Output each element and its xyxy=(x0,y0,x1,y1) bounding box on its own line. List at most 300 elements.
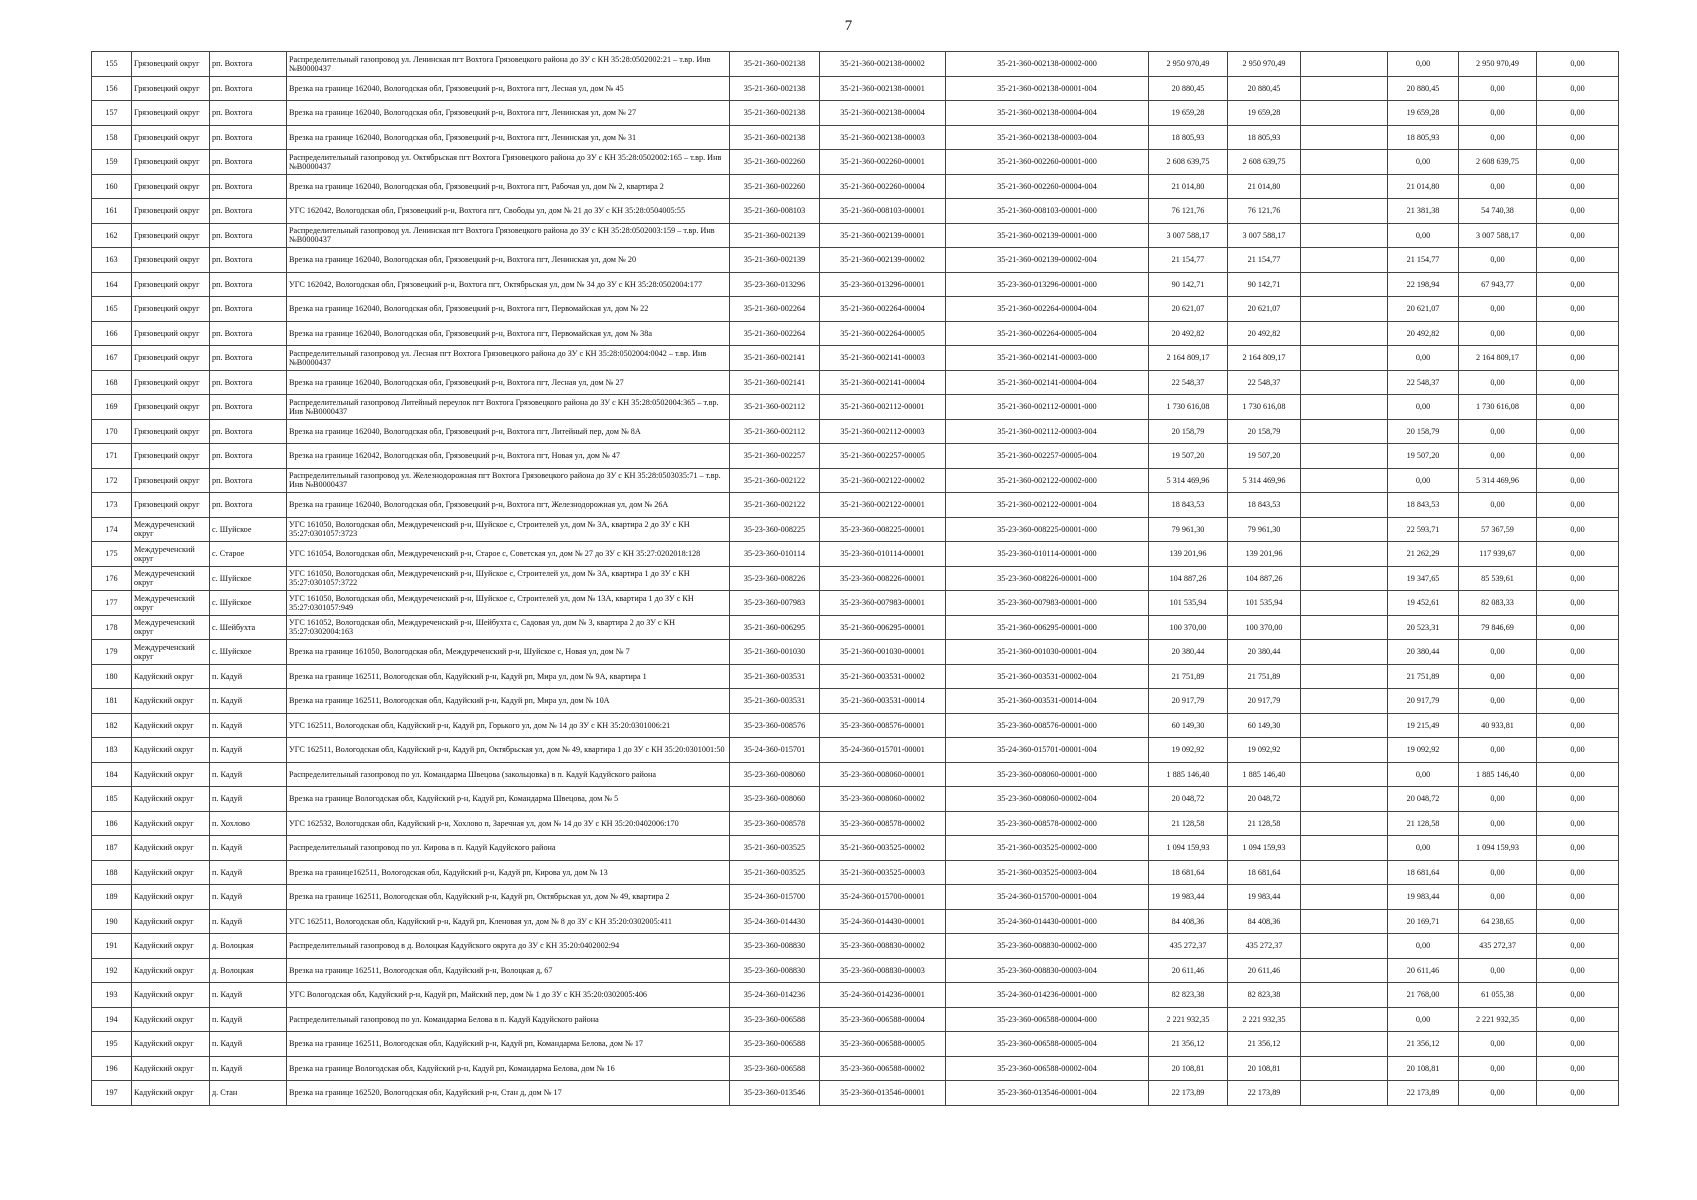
district-cell: Кадуйский округ xyxy=(132,983,210,1008)
empty-cell xyxy=(1301,689,1388,714)
inventory-code-cell: 35-23-360-006588 xyxy=(730,1007,820,1032)
full-code-cell: 35-21-360-008103-00001-000 xyxy=(946,199,1149,224)
object-description-cell: Врезка на границе Вологодская обл, Кадуйский р-н, Кадуй рп, Командарма Белова, дом № 16 xyxy=(287,1056,730,1081)
amount-part-3-cell: 0,00 xyxy=(1537,101,1619,126)
inventory-code-cell: 35-21-360-003531 xyxy=(730,689,820,714)
amount-total-cell: 19 983,44 xyxy=(1228,885,1301,910)
amount-total-cell: 21 014,80 xyxy=(1228,174,1301,199)
row-number-cell: 170 xyxy=(92,419,132,444)
full-code-cell: 35-23-360-008830-00003-004 xyxy=(946,958,1149,983)
locality-cell: рп. Вохтога xyxy=(210,493,287,518)
row-number-cell: 189 xyxy=(92,885,132,910)
full-code-cell: 35-24-360-015700-00001-004 xyxy=(946,885,1149,910)
amount-cell: 84 408,36 xyxy=(1149,909,1228,934)
full-code-cell: 35-21-360-002138-00002-000 xyxy=(946,52,1149,77)
table-row xyxy=(92,517,1619,542)
object-code-cell: 35-24-360-015700-00001 xyxy=(820,885,946,910)
amount-part-3-cell: 0,00 xyxy=(1537,787,1619,812)
district-cell: Кадуйский округ xyxy=(132,811,210,836)
table-row xyxy=(92,444,1619,469)
amount-part-1-cell: 0,00 xyxy=(1388,52,1459,77)
district-cell: Грязовецкий округ xyxy=(132,395,210,420)
inventory-code-cell: 35-23-360-006588 xyxy=(730,1032,820,1057)
district-cell: Грязовецкий округ xyxy=(132,150,210,175)
empty-cell xyxy=(1301,787,1388,812)
inventory-code-cell: 35-24-360-014236 xyxy=(730,983,820,1008)
inventory-code-cell: 35-21-360-002260 xyxy=(730,174,820,199)
row-number-cell: 193 xyxy=(92,983,132,1008)
locality-cell: рп. Вохтога xyxy=(210,321,287,346)
inventory-code-cell: 35-21-360-002138 xyxy=(730,52,820,77)
object-code-cell: 35-24-360-015701-00001 xyxy=(820,738,946,763)
district-cell: Кадуйский округ xyxy=(132,1007,210,1032)
amount-cell: 21 128,58 xyxy=(1149,811,1228,836)
table-row xyxy=(92,346,1619,371)
empty-cell xyxy=(1301,958,1388,983)
object-code-cell: 35-21-360-003525-00003 xyxy=(820,860,946,885)
amount-cell: 22 548,37 xyxy=(1149,370,1228,395)
amount-cell: 3 007 588,17 xyxy=(1149,223,1228,248)
amount-part-3-cell: 0,00 xyxy=(1537,248,1619,273)
object-code-cell: 35-21-360-002264-00005 xyxy=(820,321,946,346)
amount-cell: 20 621,07 xyxy=(1149,297,1228,322)
amount-part-2-cell: 5 314 469,96 xyxy=(1459,468,1537,493)
full-code-cell: 35-23-360-006588-00002-004 xyxy=(946,1056,1149,1081)
locality-cell: рп. Вохтога xyxy=(210,174,287,199)
locality-cell: п. Кадуй xyxy=(210,664,287,689)
inventory-code-cell: 35-21-360-008103 xyxy=(730,199,820,224)
full-code-cell: 35-21-360-002112-00001-000 xyxy=(946,395,1149,420)
table-row xyxy=(92,1032,1619,1057)
row-number-cell: 167 xyxy=(92,346,132,371)
district-cell: Кадуйский округ xyxy=(132,1032,210,1057)
amount-part-1-cell: 20 492,82 xyxy=(1388,321,1459,346)
amount-part-1-cell: 19 983,44 xyxy=(1388,885,1459,910)
amount-part-1-cell: 19 659,28 xyxy=(1388,101,1459,126)
amount-part-3-cell: 0,00 xyxy=(1537,664,1619,689)
district-cell: Грязовецкий округ xyxy=(132,125,210,150)
locality-cell: п. Кадуй xyxy=(210,713,287,738)
amount-part-3-cell: 0,00 xyxy=(1537,640,1619,665)
full-code-cell: 35-21-360-002138-00003-004 xyxy=(946,125,1149,150)
inventory-code-cell: 35-21-360-002264 xyxy=(730,321,820,346)
empty-cell xyxy=(1301,150,1388,175)
object-code-cell: 35-23-360-008060-00002 xyxy=(820,787,946,812)
object-code-cell: 35-23-360-008226-00001 xyxy=(820,566,946,591)
locality-cell: рп. Вохтога xyxy=(210,76,287,101)
locality-cell: рп. Вохтога xyxy=(210,199,287,224)
empty-cell xyxy=(1301,860,1388,885)
object-description-cell: Врезка на границе 162040, Вологодская обл, Грязовецкий р-н, Вохтога пгт, Литейный пер, дом № 8А xyxy=(287,419,730,444)
amount-total-cell: 1 094 159,93 xyxy=(1228,836,1301,861)
amount-total-cell: 2 950 970,49 xyxy=(1228,52,1301,77)
inventory-code-cell: 35-23-360-010114 xyxy=(730,542,820,567)
district-cell: Междуреченский округ xyxy=(132,640,210,665)
object-code-cell: 35-21-360-002141-00004 xyxy=(820,370,946,395)
locality-cell: п. Кадуй xyxy=(210,909,287,934)
object-code-cell: 35-23-360-010114-00001 xyxy=(820,542,946,567)
amount-part-2-cell: 117 939,67 xyxy=(1459,542,1537,567)
empty-cell xyxy=(1301,493,1388,518)
locality-cell: п. Кадуй xyxy=(210,836,287,861)
amount-part-2-cell: 2 608 639,75 xyxy=(1459,150,1537,175)
table-row xyxy=(92,199,1619,224)
amount-part-2-cell: 54 740,38 xyxy=(1459,199,1537,224)
empty-cell xyxy=(1301,297,1388,322)
amount-total-cell: 2 608 639,75 xyxy=(1228,150,1301,175)
object-description-cell: Врезка на границе 162040, Вологодская обл, Грязовецкий р-н, Вохтога пгт, Ленинская ул, дом № 20 xyxy=(287,248,730,273)
inventory-code-cell: 35-23-360-008830 xyxy=(730,958,820,983)
amount-part-1-cell: 21 262,29 xyxy=(1388,542,1459,567)
amount-total-cell: 60 149,30 xyxy=(1228,713,1301,738)
amount-part-1-cell: 19 347,65 xyxy=(1388,566,1459,591)
row-number-cell: 196 xyxy=(92,1056,132,1081)
locality-cell: рп. Вохтога xyxy=(210,223,287,248)
amount-cell: 2 164 809,17 xyxy=(1149,346,1228,371)
table-row xyxy=(92,1056,1619,1081)
amount-cell: 20 048,72 xyxy=(1149,787,1228,812)
row-number-cell: 184 xyxy=(92,762,132,787)
amount-part-1-cell: 0,00 xyxy=(1388,223,1459,248)
empty-cell xyxy=(1301,468,1388,493)
district-cell: Грязовецкий округ xyxy=(132,370,210,395)
object-code-cell: 35-21-360-006295-00001 xyxy=(820,615,946,640)
amount-cell: 79 961,30 xyxy=(1149,517,1228,542)
inventory-code-cell: 35-21-360-002122 xyxy=(730,493,820,518)
table-row xyxy=(92,468,1619,493)
amount-part-1-cell: 0,00 xyxy=(1388,762,1459,787)
amount-part-3-cell: 0,00 xyxy=(1537,1032,1619,1057)
table-row xyxy=(92,591,1619,616)
empty-cell xyxy=(1301,566,1388,591)
row-number-cell: 194 xyxy=(92,1007,132,1032)
table-row xyxy=(92,909,1619,934)
object-code-cell: 35-23-360-013546-00001 xyxy=(820,1081,946,1106)
amount-part-3-cell: 0,00 xyxy=(1537,52,1619,77)
amount-part-3-cell: 0,00 xyxy=(1537,542,1619,567)
amount-part-2-cell: 61 055,38 xyxy=(1459,983,1537,1008)
row-number-cell: 195 xyxy=(92,1032,132,1057)
amount-part-2-cell: 0,00 xyxy=(1459,444,1537,469)
row-number-cell: 172 xyxy=(92,468,132,493)
empty-cell xyxy=(1301,885,1388,910)
empty-cell xyxy=(1301,346,1388,371)
amount-part-2-cell: 0,00 xyxy=(1459,885,1537,910)
amount-part-2-cell: 0,00 xyxy=(1459,419,1537,444)
locality-cell: п. Кадуй xyxy=(210,762,287,787)
full-code-cell: 35-23-360-013296-00001-000 xyxy=(946,272,1149,297)
table-row xyxy=(92,272,1619,297)
amount-total-cell: 76 121,76 xyxy=(1228,199,1301,224)
inventory-code-cell: 35-21-360-002141 xyxy=(730,346,820,371)
amount-part-2-cell: 0,00 xyxy=(1459,248,1537,273)
full-code-cell: 35-21-360-002260-00004-004 xyxy=(946,174,1149,199)
amount-part-3-cell: 0,00 xyxy=(1537,713,1619,738)
amount-part-3-cell: 0,00 xyxy=(1537,468,1619,493)
amount-cell: 82 823,38 xyxy=(1149,983,1228,1008)
amount-part-2-cell: 1 885 146,40 xyxy=(1459,762,1537,787)
inventory-code-cell: 35-21-360-001030 xyxy=(730,640,820,665)
amount-part-2-cell: 0,00 xyxy=(1459,76,1537,101)
district-cell: Кадуйский округ xyxy=(132,738,210,763)
object-code-cell: 35-21-360-002122-00002 xyxy=(820,468,946,493)
inventory-code-cell: 35-21-360-002138 xyxy=(730,125,820,150)
district-cell: Кадуйский округ xyxy=(132,934,210,959)
amount-part-1-cell: 22 173,89 xyxy=(1388,1081,1459,1106)
locality-cell: с. Шуйское xyxy=(210,640,287,665)
inventory-code-cell: 35-23-360-007983 xyxy=(730,591,820,616)
asset-table xyxy=(91,51,1619,1106)
amount-part-3-cell: 0,00 xyxy=(1537,983,1619,1008)
amount-total-cell: 19 507,20 xyxy=(1228,444,1301,469)
inventory-code-cell: 35-21-360-002264 xyxy=(730,297,820,322)
table-row xyxy=(92,958,1619,983)
amount-cell: 5 314 469,96 xyxy=(1149,468,1228,493)
table-row xyxy=(92,836,1619,861)
table-row xyxy=(92,52,1619,77)
row-number-cell: 165 xyxy=(92,297,132,322)
object-code-cell: 35-21-360-002138-00002 xyxy=(820,52,946,77)
amount-part-2-cell: 67 943,77 xyxy=(1459,272,1537,297)
full-code-cell: 35-21-360-002112-00003-004 xyxy=(946,419,1149,444)
amount-part-2-cell: 40 933,81 xyxy=(1459,713,1537,738)
object-description-cell: Распределительный газопровод Литейный переулок пгт Вохтога Грязовецкого района до ЗУ с КН 35:28:0502004:365 – т.вр. Инв №В0000437 xyxy=(287,395,730,420)
object-code-cell: 35-23-360-008576-00001 xyxy=(820,713,946,738)
object-description-cell: Врезка на границе 162040, Вологодская обл, Грязовецкий р-н, Вохтога пгт, Первомайская ул, дом № 22 xyxy=(287,297,730,322)
amount-total-cell: 101 535,94 xyxy=(1228,591,1301,616)
amount-part-1-cell: 19 452,61 xyxy=(1388,591,1459,616)
row-number-cell: 192 xyxy=(92,958,132,983)
locality-cell: п. Кадуй xyxy=(210,983,287,1008)
object-code-cell: 35-21-360-002139-00001 xyxy=(820,223,946,248)
inventory-code-cell: 35-23-360-008830 xyxy=(730,934,820,959)
row-number-cell: 174 xyxy=(92,517,132,542)
full-code-cell: 35-23-360-008226-00001-000 xyxy=(946,566,1149,591)
amount-part-2-cell: 0,00 xyxy=(1459,958,1537,983)
table-row xyxy=(92,150,1619,175)
row-number-cell: 175 xyxy=(92,542,132,567)
object-code-cell: 35-23-360-013296-00001 xyxy=(820,272,946,297)
inventory-code-cell: 35-21-360-002260 xyxy=(730,150,820,175)
row-number-cell: 179 xyxy=(92,640,132,665)
object-code-cell: 35-23-360-006588-00005 xyxy=(820,1032,946,1057)
object-description-cell: УГС 162511, Вологодская обл, Кадуйский р-н, Кадуй рп, Кленовая ул, дом № 8 до ЗУ с КН 35:20:0302005:411 xyxy=(287,909,730,934)
full-code-cell: 35-23-360-008576-00001-000 xyxy=(946,713,1149,738)
amount-cell: 20 917,79 xyxy=(1149,689,1228,714)
amount-part-3-cell: 0,00 xyxy=(1537,811,1619,836)
district-cell: Грязовецкий округ xyxy=(132,468,210,493)
table-row xyxy=(92,101,1619,126)
amount-part-2-cell: 0,00 xyxy=(1459,738,1537,763)
row-number-cell: 190 xyxy=(92,909,132,934)
object-code-cell: 35-23-360-006588-00002 xyxy=(820,1056,946,1081)
amount-part-1-cell: 20 169,71 xyxy=(1388,909,1459,934)
amount-total-cell: 21 356,12 xyxy=(1228,1032,1301,1057)
amount-total-cell: 21 128,58 xyxy=(1228,811,1301,836)
full-code-cell: 35-23-360-008225-00001-000 xyxy=(946,517,1149,542)
amount-part-3-cell: 0,00 xyxy=(1537,174,1619,199)
object-description-cell: УГС 162042, Вологодская обл, Грязовецкий р-н, Вохтога пгт, Октябрьская ул, дом № 34 до ЗУ с КН 35:28:0502004:177 xyxy=(287,272,730,297)
object-description-cell: Распределительный газопровод ул. Железнодорожная пгт Вохтога Грязовецкого района до ЗУ с КН 35:28:0503035:71 – т.вр. Инв №В0000437 xyxy=(287,468,730,493)
inventory-code-cell: 35-23-360-008576 xyxy=(730,713,820,738)
district-cell: Грязовецкий округ xyxy=(132,52,210,77)
empty-cell xyxy=(1301,615,1388,640)
amount-total-cell: 435 272,37 xyxy=(1228,934,1301,959)
object-description-cell: Врезка на границе 162511, Вологодская обл, Кадуйский р-н, Кадуй рп, Мира ул, дом № 9А, квартира 1 xyxy=(287,664,730,689)
empty-cell xyxy=(1301,1007,1388,1032)
object-code-cell: 35-23-360-008830-00002 xyxy=(820,934,946,959)
amount-total-cell: 21 751,89 xyxy=(1228,664,1301,689)
table-row xyxy=(92,174,1619,199)
amount-part-1-cell: 19 092,92 xyxy=(1388,738,1459,763)
amount-total-cell: 82 823,38 xyxy=(1228,983,1301,1008)
amount-total-cell: 84 408,36 xyxy=(1228,909,1301,934)
table-row xyxy=(92,885,1619,910)
object-description-cell: Врезка на границе 162042, Вологодская обл, Грязовецкий р-н, Вохтога пгт, Новая ул, дом № 47 xyxy=(287,444,730,469)
full-code-cell: 35-21-360-006295-00001-000 xyxy=(946,615,1149,640)
amount-total-cell: 79 961,30 xyxy=(1228,517,1301,542)
amount-cell: 22 173,89 xyxy=(1149,1081,1228,1106)
table-row xyxy=(92,297,1619,322)
district-cell: Грязовецкий округ xyxy=(132,321,210,346)
object-code-cell: 35-21-360-002138-00001 xyxy=(820,76,946,101)
amount-cell: 1 094 159,93 xyxy=(1149,836,1228,861)
amount-part-3-cell: 0,00 xyxy=(1537,125,1619,150)
amount-cell: 2 608 639,75 xyxy=(1149,150,1228,175)
amount-cell: 1 885 146,40 xyxy=(1149,762,1228,787)
full-code-cell: 35-23-360-008060-00002-004 xyxy=(946,787,1149,812)
locality-cell: рп. Вохтога xyxy=(210,346,287,371)
amount-cell: 19 983,44 xyxy=(1149,885,1228,910)
amount-part-3-cell: 0,00 xyxy=(1537,762,1619,787)
amount-cell: 20 380,44 xyxy=(1149,640,1228,665)
district-cell: Грязовецкий округ xyxy=(132,419,210,444)
row-number-cell: 182 xyxy=(92,713,132,738)
district-cell: Грязовецкий округ xyxy=(132,199,210,224)
amount-cell: 101 535,94 xyxy=(1149,591,1228,616)
amount-part-1-cell: 20 611,46 xyxy=(1388,958,1459,983)
object-description-cell: Распределительный газопровод по ул. Кирова в п. Кадуй Кадуйского района xyxy=(287,836,730,861)
inventory-code-cell: 35-21-360-002138 xyxy=(730,101,820,126)
empty-cell xyxy=(1301,419,1388,444)
row-number-cell: 180 xyxy=(92,664,132,689)
inventory-code-cell: 35-21-360-002112 xyxy=(730,419,820,444)
locality-cell: рп. Вохтога xyxy=(210,297,287,322)
inventory-code-cell: 35-21-360-003525 xyxy=(730,836,820,861)
row-number-cell: 188 xyxy=(92,860,132,885)
table-row xyxy=(92,1081,1619,1106)
table-row xyxy=(92,762,1619,787)
empty-cell xyxy=(1301,76,1388,101)
amount-total-cell: 1 730 616,08 xyxy=(1228,395,1301,420)
amount-cell: 100 370,00 xyxy=(1149,615,1228,640)
table-row xyxy=(92,370,1619,395)
amount-part-3-cell: 0,00 xyxy=(1537,370,1619,395)
object-description-cell: УГС 162511, Вологодская обл, Кадуйский р-н, Кадуй рп, Горького ул, дом № 14 до ЗУ с КН 35:20:0301006:21 xyxy=(287,713,730,738)
locality-cell: рп. Вохтога xyxy=(210,52,287,77)
full-code-cell: 35-23-360-006588-00004-000 xyxy=(946,1007,1149,1032)
row-number-cell: 157 xyxy=(92,101,132,126)
amount-part-3-cell: 0,00 xyxy=(1537,909,1619,934)
amount-part-1-cell: 21 154,77 xyxy=(1388,248,1459,273)
full-code-cell: 35-23-360-008060-00001-000 xyxy=(946,762,1149,787)
amount-total-cell: 20 611,46 xyxy=(1228,958,1301,983)
locality-cell: п. Кадуй xyxy=(210,738,287,763)
empty-cell xyxy=(1301,1056,1388,1081)
object-description-cell: Врезка на границе 161050, Вологодская обл, Междуреченский р-н, Шуйское с, Новая ул, дом № 7 xyxy=(287,640,730,665)
amount-part-3-cell: 0,00 xyxy=(1537,566,1619,591)
amount-part-3-cell: 0,00 xyxy=(1537,272,1619,297)
amount-part-3-cell: 0,00 xyxy=(1537,517,1619,542)
amount-total-cell: 20 380,44 xyxy=(1228,640,1301,665)
inventory-code-cell: 35-21-360-002122 xyxy=(730,468,820,493)
object-description-cell: Врезка на границе 162511, Вологодская обл, Кадуйский р-н, Кадуй рп, Октябрьская ул, дом № 49, квартира 2 xyxy=(287,885,730,910)
full-code-cell: 35-21-360-002122-00002-000 xyxy=(946,468,1149,493)
object-code-cell: 35-23-360-008578-00002 xyxy=(820,811,946,836)
amount-total-cell: 18 843,53 xyxy=(1228,493,1301,518)
amount-part-2-cell: 435 272,37 xyxy=(1459,934,1537,959)
object-description-cell: Врезка на границе 162040, Вологодская обл, Грязовецкий р-н, Вохтога пгт, Железнодорожная ул, дом № 26А xyxy=(287,493,730,518)
row-number-cell: 181 xyxy=(92,689,132,714)
locality-cell: рп. Вохтога xyxy=(210,395,287,420)
full-code-cell: 35-21-360-002122-00001-004 xyxy=(946,493,1149,518)
object-code-cell: 35-21-360-002138-00003 xyxy=(820,125,946,150)
amount-total-cell: 20 917,79 xyxy=(1228,689,1301,714)
amount-total-cell: 90 142,71 xyxy=(1228,272,1301,297)
table-row xyxy=(92,787,1619,812)
object-description-cell: УГС Вологодская обл, Кадуйский р-н, Кадуй рп, Майский пер, дом № 1 до ЗУ с КН 35:20:0302005:406 xyxy=(287,983,730,1008)
object-description-cell: УГС 162532, Вологодская обл, Кадуйский р-н, Хохлово п, Заречная ул, дом № 14 до ЗУ с КН 35:20:0402006:170 xyxy=(287,811,730,836)
amount-total-cell: 22 173,89 xyxy=(1228,1081,1301,1106)
amount-part-1-cell: 20 917,79 xyxy=(1388,689,1459,714)
empty-cell xyxy=(1301,52,1388,77)
object-description-cell: Врезка на границе162511, Вологодская обл, Кадуйский р-н, Кадуй рп, Кирова ул, дом № 13 xyxy=(287,860,730,885)
full-code-cell: 35-21-360-003531-00014-004 xyxy=(946,689,1149,714)
locality-cell: с. Шуйское xyxy=(210,566,287,591)
full-code-cell: 35-24-360-014430-00001-000 xyxy=(946,909,1149,934)
row-number-cell: 160 xyxy=(92,174,132,199)
locality-cell: рп. Вохтога xyxy=(210,272,287,297)
amount-part-2-cell: 82 083,33 xyxy=(1459,591,1537,616)
amount-part-2-cell: 3 007 588,17 xyxy=(1459,223,1537,248)
amount-part-3-cell: 0,00 xyxy=(1537,199,1619,224)
amount-part-1-cell: 19 507,20 xyxy=(1388,444,1459,469)
row-number-cell: 168 xyxy=(92,370,132,395)
full-code-cell: 35-24-360-015701-00001-004 xyxy=(946,738,1149,763)
amount-cell: 19 659,28 xyxy=(1149,101,1228,126)
locality-cell: д. Волоцкая xyxy=(210,958,287,983)
amount-part-1-cell: 18 681,64 xyxy=(1388,860,1459,885)
table-row xyxy=(92,125,1619,150)
object-code-cell: 35-23-360-008830-00003 xyxy=(820,958,946,983)
amount-total-cell: 2 221 932,35 xyxy=(1228,1007,1301,1032)
row-number-cell: 156 xyxy=(92,76,132,101)
empty-cell xyxy=(1301,101,1388,126)
amount-part-2-cell: 0,00 xyxy=(1459,174,1537,199)
inventory-code-cell: 35-23-360-013546 xyxy=(730,1081,820,1106)
empty-cell xyxy=(1301,444,1388,469)
inventory-code-cell: 35-21-360-003525 xyxy=(730,860,820,885)
amount-cell: 20 108,81 xyxy=(1149,1056,1228,1081)
amount-cell: 21 356,12 xyxy=(1149,1032,1228,1057)
amount-part-1-cell: 20 048,72 xyxy=(1388,787,1459,812)
amount-part-1-cell: 20 621,07 xyxy=(1388,297,1459,322)
object-description-cell: Врезка на границе 162511, Вологодская обл, Кадуйский р-н, Кадуй рп, Мира ул, дом № 10А xyxy=(287,689,730,714)
district-cell: Грязовецкий округ xyxy=(132,444,210,469)
locality-cell: п. Кадуй xyxy=(210,1032,287,1057)
empty-cell xyxy=(1301,321,1388,346)
locality-cell: рп. Вохтога xyxy=(210,468,287,493)
